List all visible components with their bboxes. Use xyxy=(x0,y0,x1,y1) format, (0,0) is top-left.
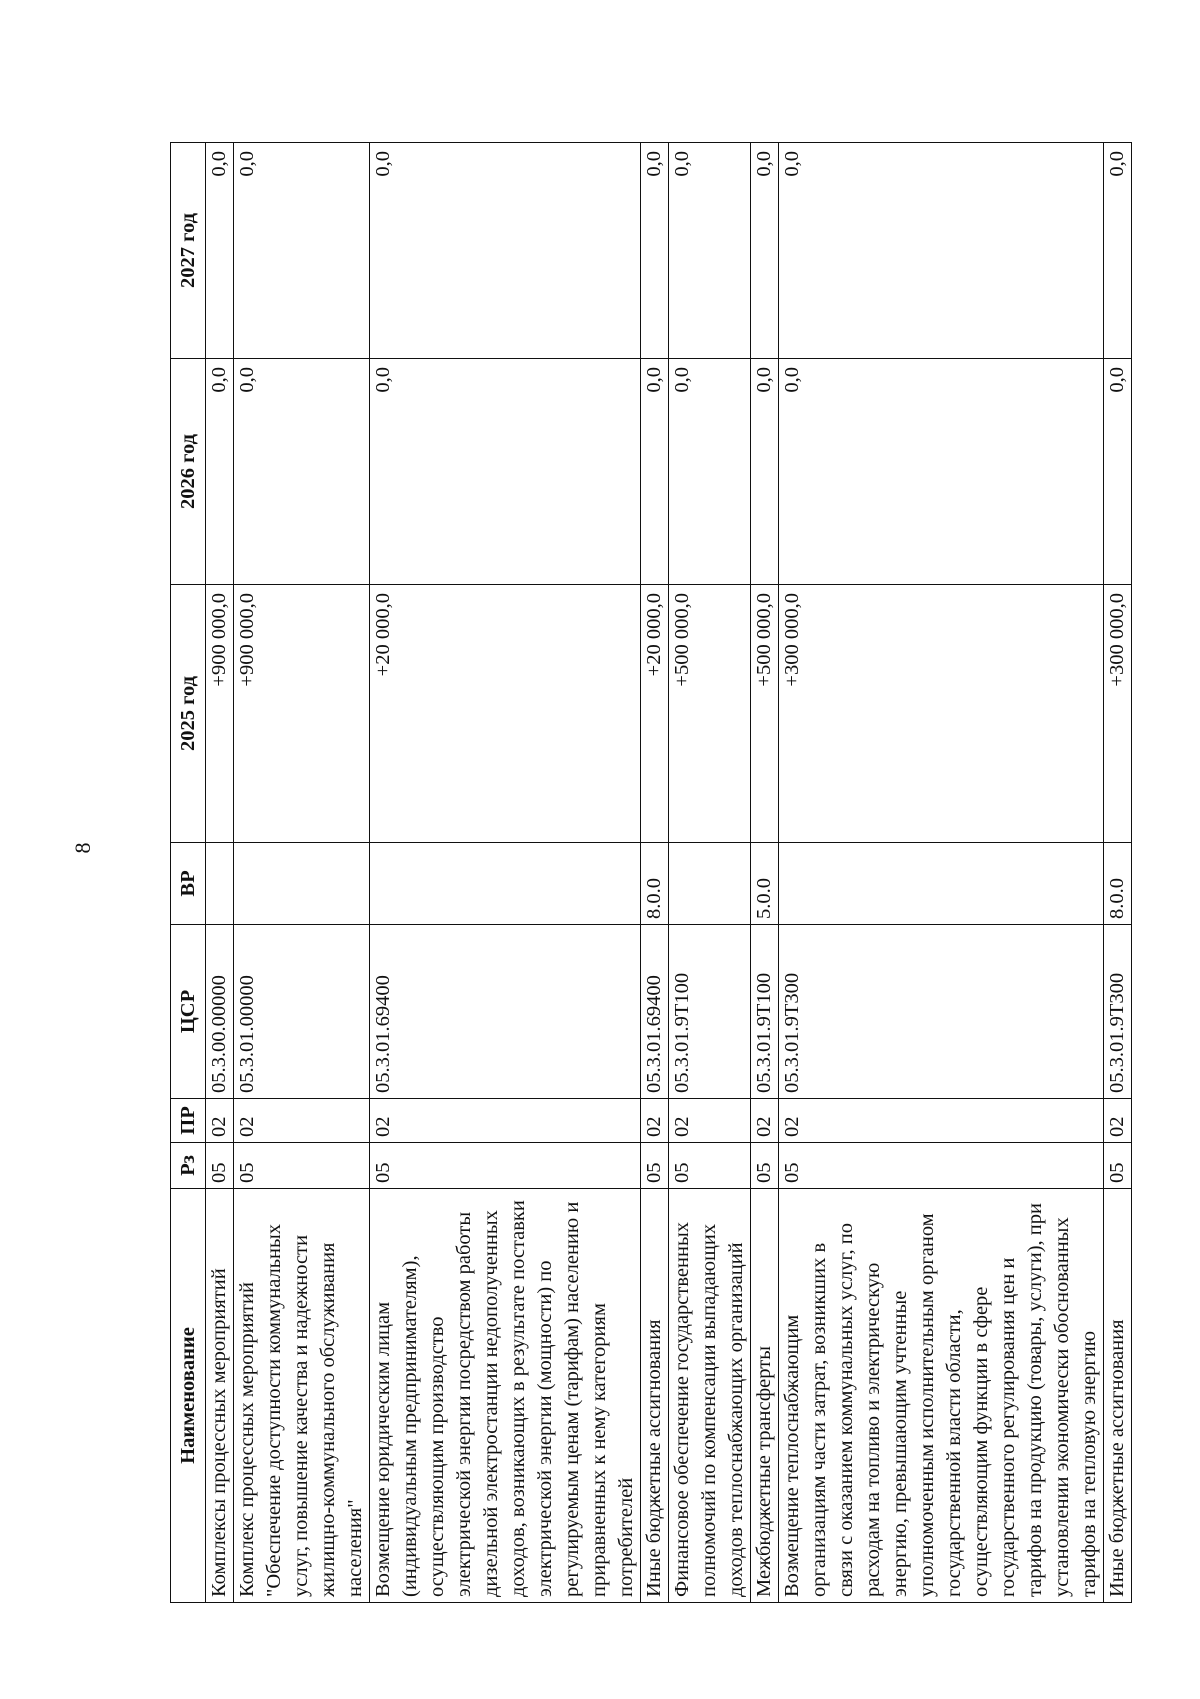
cell-2027: 0,0 xyxy=(641,143,669,359)
header-2026: 2026 год xyxy=(171,359,206,585)
cell-2025: +900 000,0 xyxy=(234,585,370,843)
cell-2027: 0,0 xyxy=(669,143,751,359)
table-row xyxy=(751,143,779,1603)
header-rz: Рз xyxy=(171,1143,206,1189)
page-number: 8 xyxy=(70,842,95,854)
cell-csr: 05.3.01.9Т100 xyxy=(751,925,779,1099)
cell-2026: 0,0 xyxy=(1104,359,1132,585)
table-row xyxy=(234,143,370,1603)
cell-pr: 02 xyxy=(1104,1099,1132,1143)
cell-name: Возмещение теплоснабжающим организациям части затрат, возникших в связи с оказанием коммунальных услуг, по расходам на топливо и электрическую энергию, превышающим учтенные уполномоченным исполнительным органом государственной власти области, осуществляющим функции в сфере государственного регулирования цен и тарифов на продукцию (товары, услуги), при установлении экономически обоснованных тарифов на тепловую энергию xyxy=(779,1189,1104,1603)
header-2025: 2025 год xyxy=(171,585,206,843)
table-row xyxy=(779,143,1104,1603)
cell-name: Иные бюджетные ассигнования xyxy=(1104,1189,1132,1603)
cell-2026: 0,0 xyxy=(370,359,641,585)
cell-pr: 02 xyxy=(234,1099,370,1143)
cell-csr: 05.3.01.9Т300 xyxy=(779,925,1104,1099)
cell-2026: 0,0 xyxy=(234,359,370,585)
cell-rz: 05 xyxy=(751,1143,779,1189)
cell-vr: 5.0.0 xyxy=(751,843,779,925)
cell-rz: 05 xyxy=(370,1143,641,1189)
cell-2027: 0,0 xyxy=(370,143,641,359)
header-pr: ПР xyxy=(171,1099,206,1143)
cell-2025: +500 000,0 xyxy=(751,585,779,843)
cell-pr: 02 xyxy=(751,1099,779,1143)
cell-name: Межбюджетные трансферты xyxy=(751,1189,779,1603)
cell-pr: 02 xyxy=(370,1099,641,1143)
cell-rz: 05 xyxy=(779,1143,1104,1189)
table-row xyxy=(641,143,669,1603)
cell-2026: 0,0 xyxy=(751,359,779,585)
table-row xyxy=(1104,143,1132,1603)
cell-vr: 8.0.0 xyxy=(1104,843,1132,925)
cell-2025: +500 000,0 xyxy=(669,585,751,843)
cell-vr xyxy=(779,843,1104,925)
cell-2027: 0,0 xyxy=(779,143,1104,359)
cell-2027: 0,0 xyxy=(751,143,779,359)
cell-vr: 8.0.0 xyxy=(641,843,669,925)
cell-2027: 0,0 xyxy=(1104,143,1132,359)
cell-rz: 05 xyxy=(234,1143,370,1189)
table-header-row xyxy=(171,143,206,1603)
cell-csr: 05.3.00.00000 xyxy=(206,925,234,1099)
table-row xyxy=(669,143,751,1603)
cell-rz: 05 xyxy=(1104,1143,1132,1189)
table-row xyxy=(206,143,234,1603)
cell-csr: 05.3.01.69400 xyxy=(370,925,641,1099)
cell-2026: 0,0 xyxy=(206,359,234,585)
cell-vr xyxy=(669,843,751,925)
cell-rz: 05 xyxy=(641,1143,669,1189)
cell-2025: +20 000,0 xyxy=(370,585,641,843)
cell-2026: 0,0 xyxy=(779,359,1104,585)
cell-name: Финансовое обеспечение государственных полномочий по компенсации выпадающих доходов теплоснабжающих организаций xyxy=(669,1189,751,1603)
cell-csr: 05.3.01.9Т100 xyxy=(669,925,751,1099)
cell-rz: 05 xyxy=(206,1143,234,1189)
cell-csr: 05.3.01.00000 xyxy=(234,925,370,1099)
cell-2025: +900 000,0 xyxy=(206,585,234,843)
header-vr: ВР xyxy=(171,843,206,925)
budget-table-container xyxy=(170,143,1128,1603)
cell-2025: +20 000,0 xyxy=(641,585,669,843)
cell-pr: 02 xyxy=(641,1099,669,1143)
header-2027: 2027 год xyxy=(171,143,206,359)
cell-name: Возмещение юридическим лицам (индивидуальным предпринимателям), осуществляющим производство электрической энергии посредством работы дизельной электростанции недополученных доходов, возникающих в результате поставки электрической энергии (мощности) по регулируемым ценам (тарифам) населению и приравненных к нему категориям потребителей xyxy=(370,1189,641,1603)
cell-name: Иные бюджетные ассигнования xyxy=(641,1189,669,1603)
cell-2026: 0,0 xyxy=(669,359,751,585)
cell-csr: 05.3.01.69400 xyxy=(641,925,669,1099)
table-row xyxy=(370,143,641,1603)
cell-2027: 0,0 xyxy=(234,143,370,359)
header-csr: ЦСР xyxy=(171,925,206,1099)
cell-2025: +300 000,0 xyxy=(779,585,1104,843)
cell-csr: 05.3.01.9Т300 xyxy=(1104,925,1132,1099)
cell-pr: 02 xyxy=(206,1099,234,1143)
budget-table xyxy=(170,142,1132,1603)
cell-pr: 02 xyxy=(669,1099,751,1143)
cell-vr xyxy=(206,843,234,925)
cell-vr xyxy=(234,843,370,925)
cell-pr: 02 xyxy=(779,1099,1104,1143)
cell-2027: 0,0 xyxy=(206,143,234,359)
cell-rz: 05 xyxy=(669,1143,751,1189)
header-name: Наименование xyxy=(171,1189,206,1603)
cell-name: Комплексы процессных мероприятий xyxy=(206,1189,234,1603)
cell-name: Комплекс процессных мероприятий "Обеспечение доступности коммунальных услуг, повышение качества и надежности жилищно-коммунального обслуживания населения" xyxy=(234,1189,370,1603)
cell-vr xyxy=(370,843,641,925)
cell-2026: 0,0 xyxy=(641,359,669,585)
cell-2025: +300 000,0 xyxy=(1104,585,1132,843)
